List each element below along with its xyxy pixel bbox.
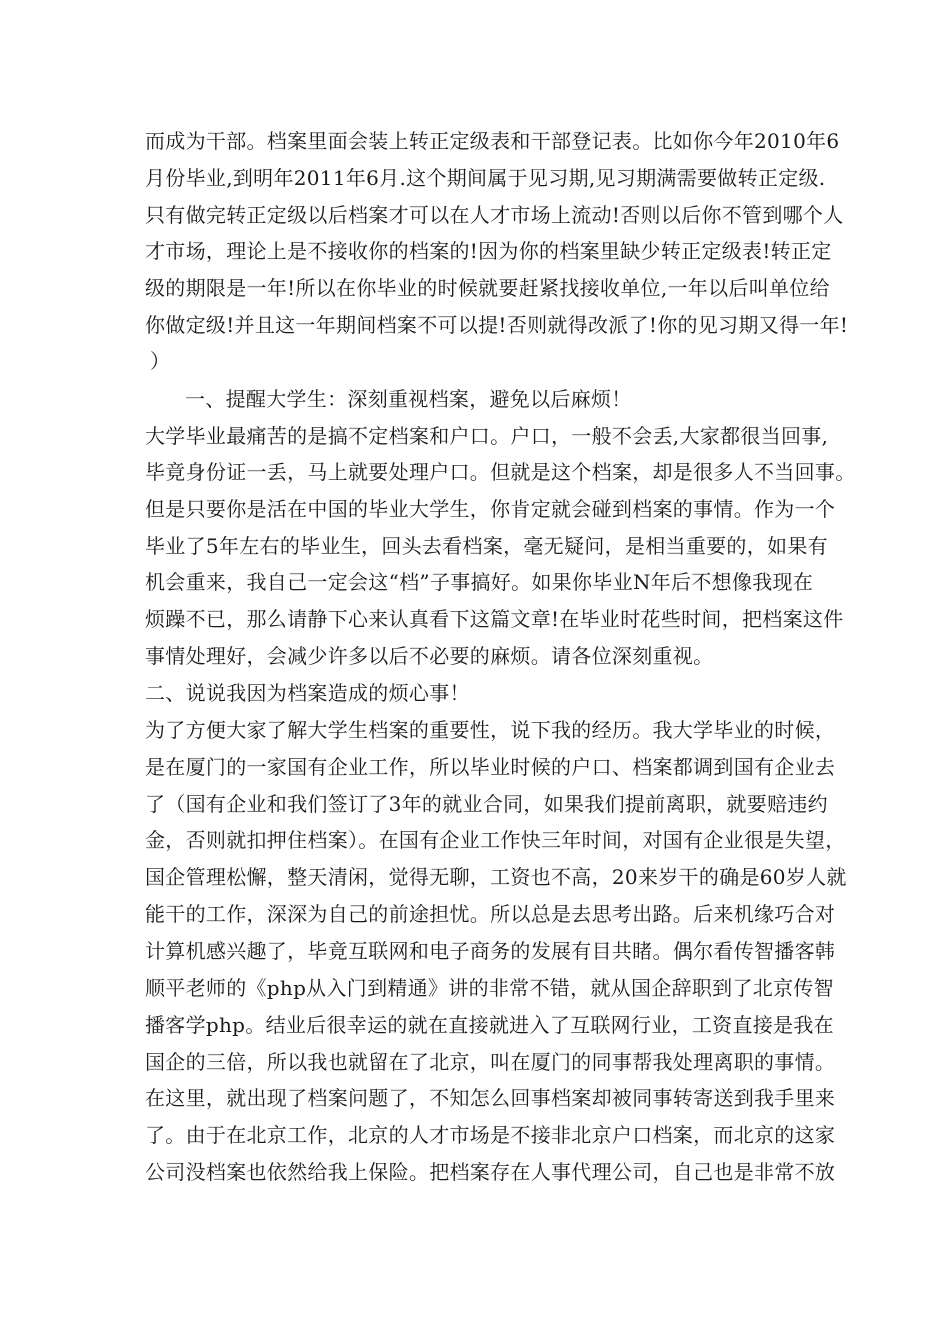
text-line: 只有做完转正定级以后档案才可以在人才市场上流动!否则以后你不管到哪个人 xyxy=(145,203,844,227)
text-line: 月份毕业,到明年2011年6月.这个期间属于见习期,见习期满需要做转正定级. xyxy=(145,166,826,190)
text-line: 而成为干部。档案里面会装上转正定级表和干部登记表。比如你今年2010年6 xyxy=(145,129,840,153)
text-line: 级的期限是一年!所以在你毕业的时候就要赶紧找接收单位,一年以后叫单位给 xyxy=(145,276,830,300)
text-line: 计算机感兴趣了，毕竟互联网和电子商务的发展有目共睹。偶尔看传智播客韩 xyxy=(145,939,836,963)
text-line: ） xyxy=(150,349,171,373)
text-line: 大学毕业最痛苦的是搞不定档案和户口。户口，一般不会丢,大家都很当回事, xyxy=(145,424,829,448)
text-line: 金，否则就扣押住档案）。在国有企业工作快三年时间，对国有企业很是失望， xyxy=(145,828,846,852)
text-line: 毕竟身份证一丢，马上就要处理户口。但就是这个档案，却是很多人不当回事。 xyxy=(145,460,856,484)
text-line: 了。由于在北京工作，北京的人才市场是不接非北京户口档案，而北京的这家 xyxy=(145,1123,836,1147)
section-heading: 一、提醒大学生：深刻重视档案，避免以后麻烦！ xyxy=(185,387,632,411)
text-line: 公司没档案也依然给我上保险。把档案存在人事代理公司，自己也是非常不放 xyxy=(145,1160,836,1184)
text-line: 为了方便大家了解大学生档案的重要性，说下我的经历。我大学毕业的时候， xyxy=(145,718,836,742)
text-line: 了（国有企业和我们签订了3年的就业合同，如果我们提前离职，就要赔违约 xyxy=(145,792,828,816)
text-line: 顺平老师的《php从入门到精通》讲的非常不错，就从国企辞职到了北京传智 xyxy=(145,976,834,1000)
text-line: 才市场，理论上是不接收你的档案的!因为你的档案里缺少转正定级表!转正定 xyxy=(145,239,832,263)
text-line: 在这里，就出现了档案问题了，不知怎么回事档案却被同事转寄送到我手里来 xyxy=(145,1086,836,1110)
text-line: 播客学php。结业后很幸运的就在直接就进入了互联网行业，工资直接是我在 xyxy=(145,1013,834,1037)
text-line: 毕业了5年左右的毕业生，回头去看档案，毫无疑问，是相当重要的，如果有 xyxy=(145,534,828,558)
text-line: 国企的三倍，所以我也就留在了北京，叫在厦门的同事帮我处理离职的事情。 xyxy=(145,1050,836,1074)
text-line: 但是只要你是活在中国的毕业大学生，你肯定就会碰到档案的事情。作为一个 xyxy=(145,497,836,521)
text-line: 机会重来，我自己一定会这“档”子事搞好。如果你毕业N年后不想像我现在 xyxy=(145,570,814,594)
text-line: 事情处理好，会减少许多以后不必要的麻烦。请各位深刻重视。 xyxy=(145,644,714,668)
text-line: 你做定级!并且这一年期间档案不可以提!否则就得改派了!你的见习期又得一年! xyxy=(145,313,849,337)
section-heading: 二、说说我因为档案造成的烦心事！ xyxy=(145,681,470,705)
text-line: 是在厦门的一家国有企业工作，所以毕业时候的户口、档案都调到国有企业去 xyxy=(145,755,836,779)
text-line: 能干的工作，深深为自己的前途担忧。所以总是去思考出路。后来机缘巧合对 xyxy=(145,902,836,926)
text-line: 烦躁不已，那么请静下心来认真看下这篇文章!在毕业时花些时间，把档案这件 xyxy=(145,607,844,631)
text-line: 国企管理松懈，整天清闲，觉得无聊，工资也不高，20来岁干的确是60岁人就 xyxy=(145,865,847,889)
